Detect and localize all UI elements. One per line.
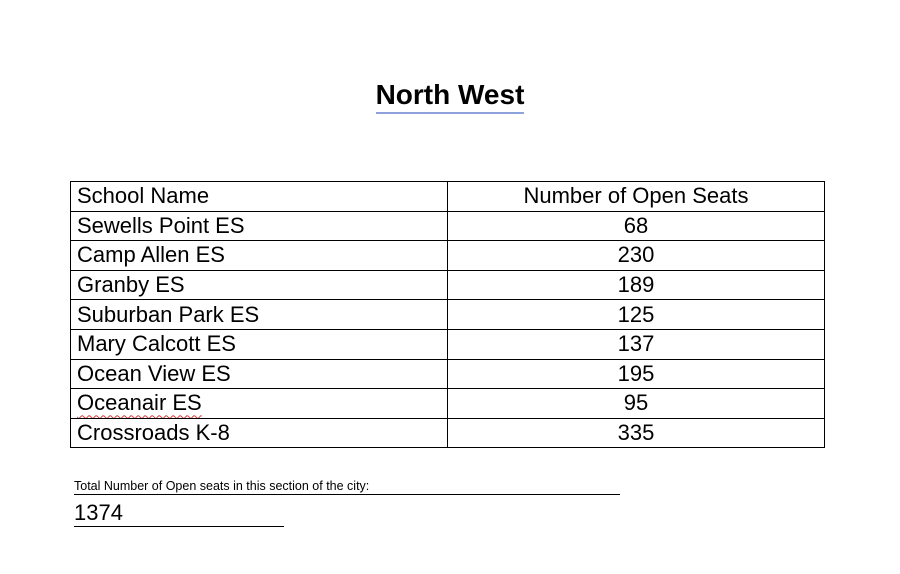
total-open-seats-value: 1374 [74,500,284,527]
open-seats-table [70,181,825,448]
column-header-school-name: School Name [71,182,448,212]
page-title: North West [376,78,525,114]
school-name-cell: Mary Calcott ES [71,329,448,359]
open-seats-cell: 335 [448,418,825,448]
page-title-container [0,78,900,114]
school-name-cell: Crossroads K-8 [71,418,448,448]
table-row [71,329,825,359]
table-row [71,270,825,300]
open-seats-cell: 68 [448,211,825,241]
table-row [71,389,825,419]
open-seats-cell: 230 [448,241,825,271]
school-name-cell: Suburban Park ES [71,300,448,330]
table-row [71,300,825,330]
school-name-cell: Camp Allen ES [71,241,448,271]
table-row [71,418,825,448]
open-seats-cell: 195 [448,359,825,389]
school-name-cell: Ocean View ES [71,359,448,389]
spellcheck-flagged-word: Oceanair ES [77,390,202,416]
school-name-cell: Sewells Point ES [71,211,448,241]
table-row [71,241,825,271]
open-seats-cell: 189 [448,270,825,300]
table-row [71,211,825,241]
school-name-cell [71,389,448,419]
table-row [71,359,825,389]
total-open-seats-label: Total Number of Open seats in this section of the city: [74,479,620,495]
open-seats-cell: 95 [448,389,825,419]
open-seats-cell: 125 [448,300,825,330]
open-seats-cell: 137 [448,329,825,359]
school-name-cell: Granby ES [71,270,448,300]
table-header-row [71,182,825,212]
column-header-open-seats: Number of Open Seats [448,182,825,212]
